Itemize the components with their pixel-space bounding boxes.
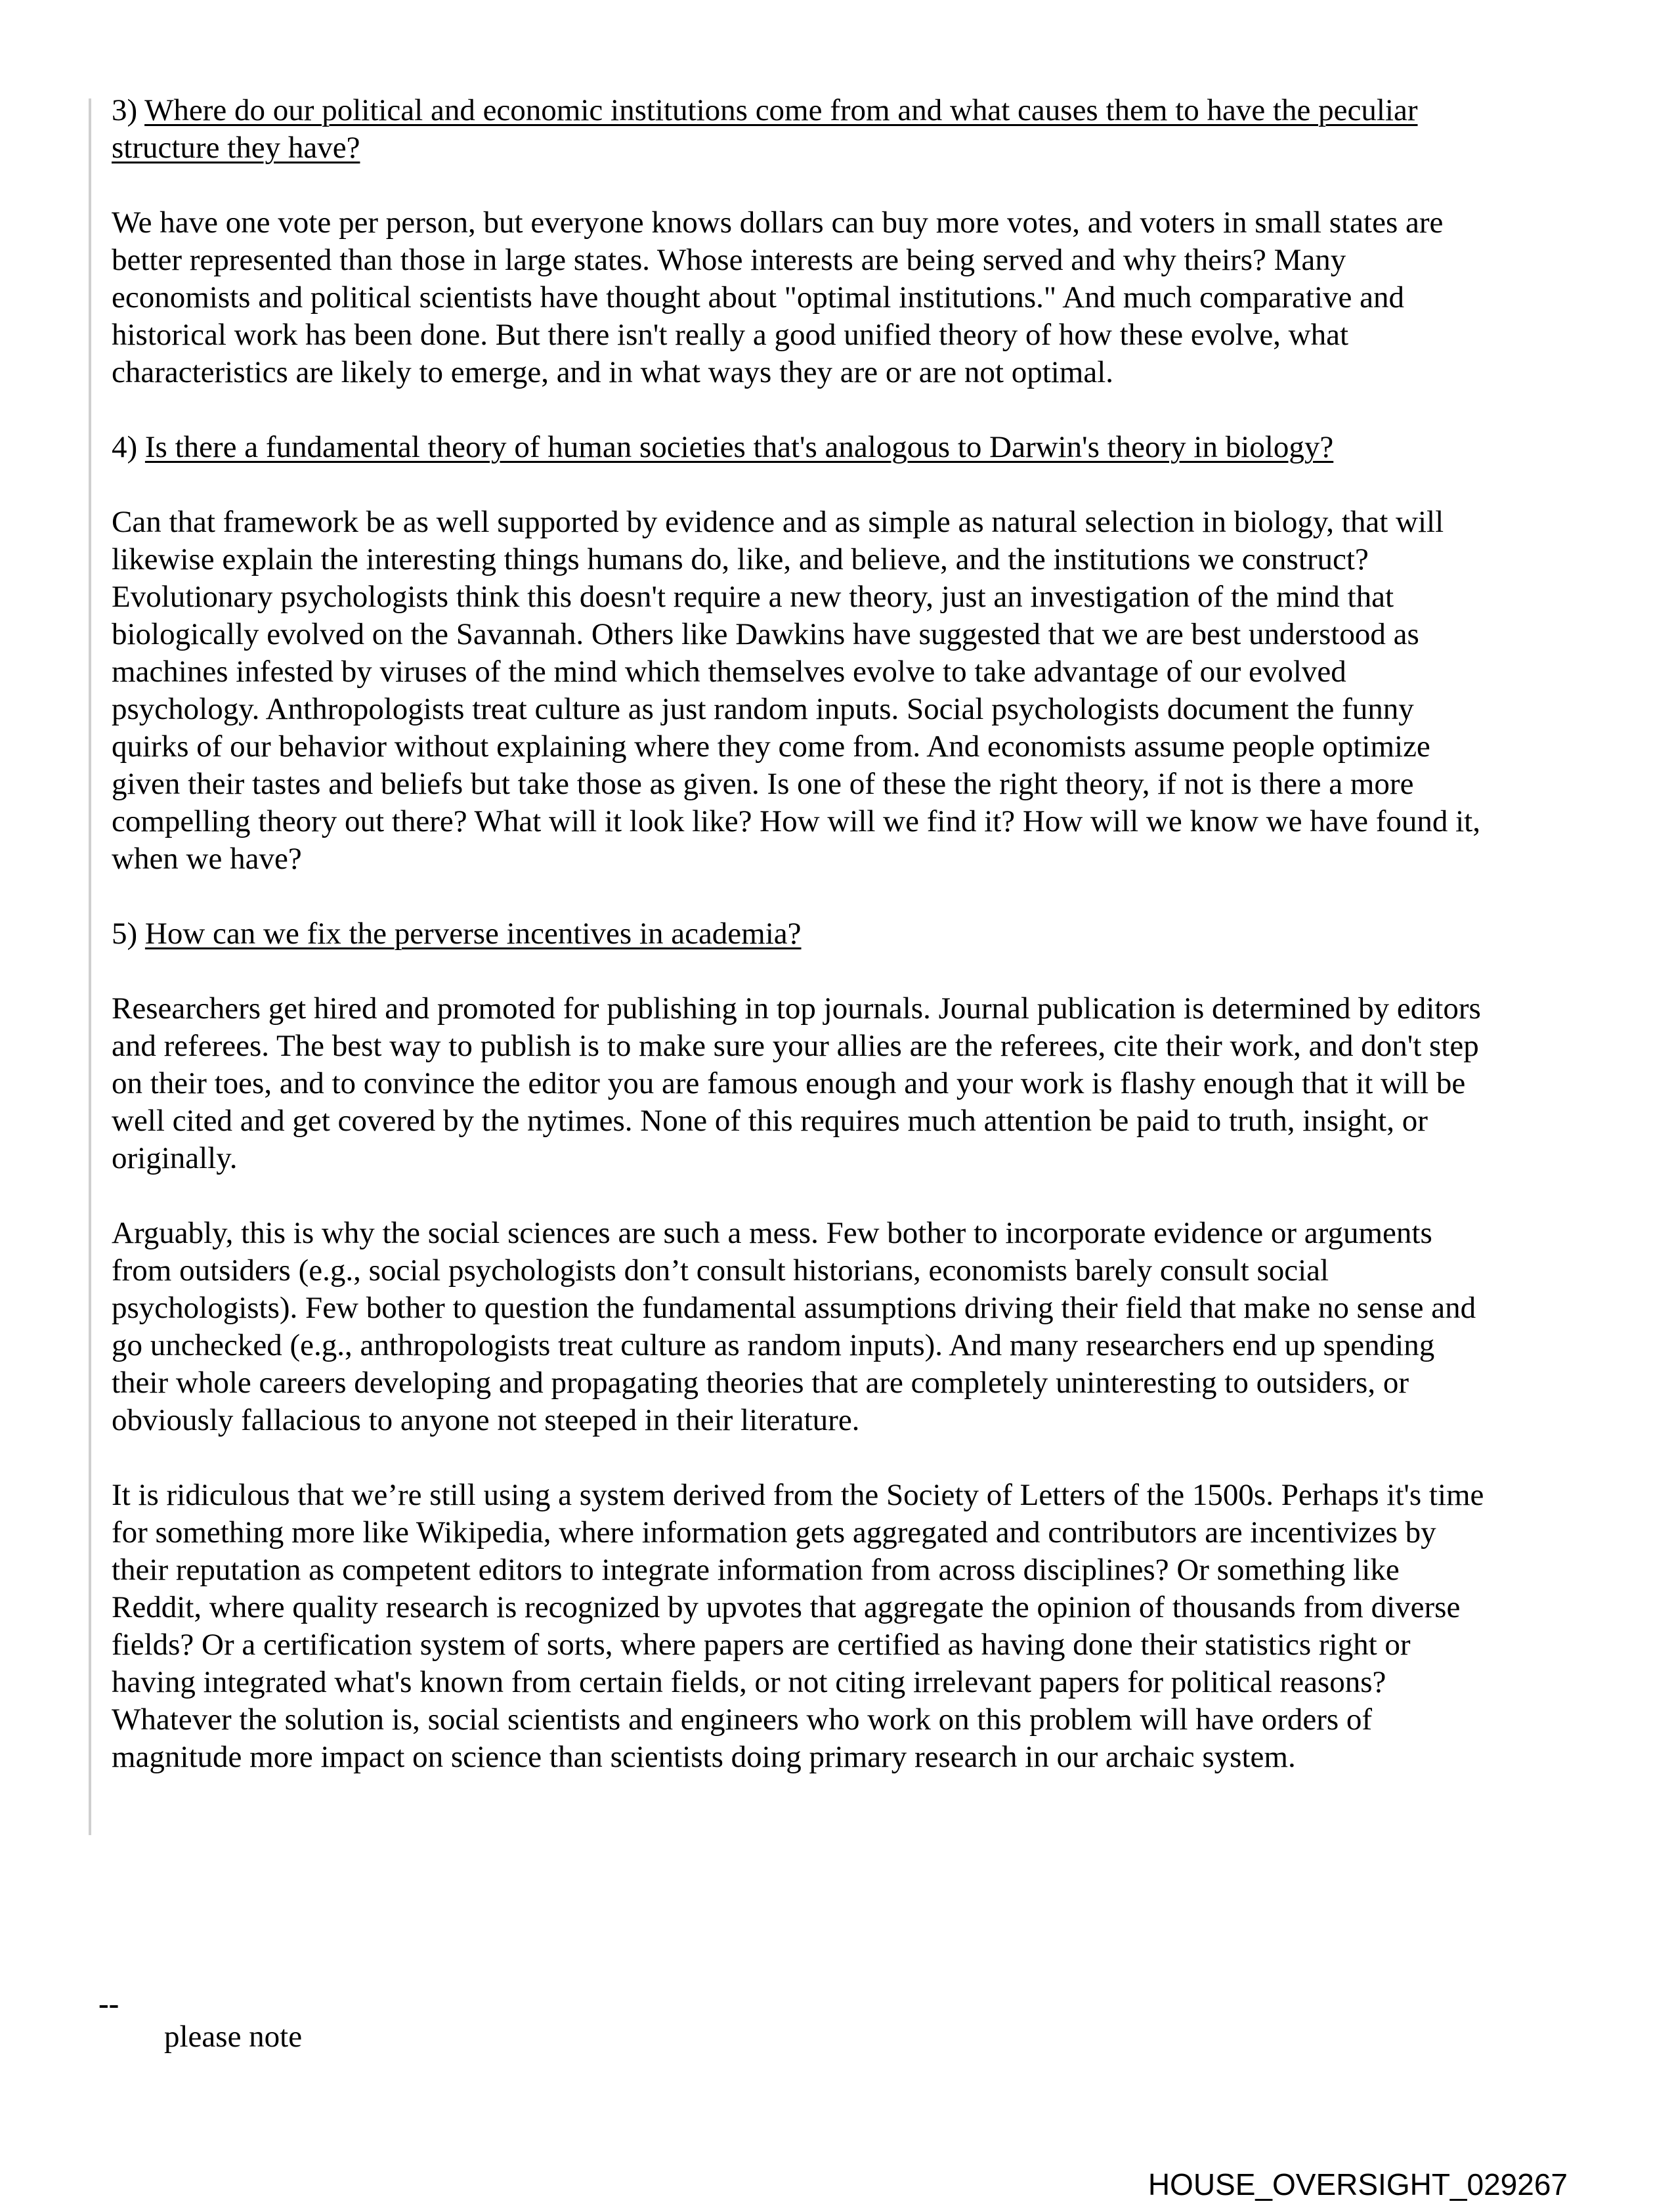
paragraph-line: Reddit, where quality research is recognized by upvotes that aggregate the opinion of thousands from diverse [112,1590,1461,1624]
blank-line [112,167,1621,204]
paragraph-line: psychologists). Few bother to question the fundamental assumptions driving their field that make no sense and [112,1291,1476,1325]
section-heading-text: Is there a fundamental theory of human societies that's analogous to Darwin's theory in biology? [144,430,1334,464]
section-heading-text: How can we fix the perverse incentives in academia? [144,917,802,951]
paragraph-line: Can that framework be as well supported by evidence and as simple as natural selection in biology, that will [112,505,1444,539]
paragraph-line: It is ridiculous that we’re still using a system derived from the Society of Letters of the 1500s. Perhaps it's time [112,1478,1484,1512]
paragraph-line: fields? Or a certification system of sorts, where papers are certified as having done their statistics right or [112,1628,1411,1662]
paragraph-line: from outsiders (e.g., social psychologists don’t consult historians, economists barely consult social [112,1253,1329,1288]
blank-line [112,1439,1621,1477]
blank-line [112,466,1621,504]
blank-line [112,1177,1621,1215]
section-heading-text: Where do our political and economic institutions come from and what causes them to have the peculiar [144,93,1418,127]
paragraph-line: quirks of our behavior without explaining where they come from. And economists assume people optimize [112,729,1430,764]
section-number: 3) [112,93,138,127]
section-heading-line [112,129,1621,167]
section [112,429,1621,915]
section-number: 4) [112,430,138,464]
blank-line [112,953,1621,990]
section-heading-line [112,92,1621,129]
document-body [112,92,1621,1776]
paragraph-line: and referees. The best way to publish is to make sure your allies are the referees, cite their work, and don't step [112,1029,1479,1063]
paragraph-line: magnitude more impact on science than scientists doing primary research in our archaic system. [112,1740,1296,1774]
paragraph-line: on their toes, and to convince the editor you are famous enough and your work is flashy enough that it will be [112,1066,1466,1100]
signature-note: please note [164,2020,303,2054]
paragraph [112,204,1621,391]
paragraph-line: likewise explain the interesting things humans do, like, and believe, and the institutions we construct? [112,542,1369,576]
paragraph-line: biologically evolved on the Savannah. Others like Dawkins have suggested that we are best understood as [112,617,1419,651]
paragraph-line: machines infested by viruses of the mind which themselves evolve to take advantage of our evolved [112,655,1346,689]
signature-separator: -- [98,1987,119,2021]
paragraph-line: when we have? [112,842,302,876]
paragraph-line: well cited and get covered by the nytimes. None of this requires much attention be paid to truth, insight, or [112,1104,1428,1138]
paragraph [112,990,1621,1177]
paragraph-line: compelling theory out there? What will it look like? How will we find it? How will we know we have found it, [112,804,1480,838]
paragraph-line: Researchers get hired and promoted for publishing in top journals. Journal publication is determined by editors [112,991,1481,1026]
section-number: 5) [112,917,138,951]
paragraph-line: their whole careers developing and propagating theories that are completely uninteresting to outsiders, or [112,1366,1409,1400]
paragraph-line: having integrated what's known from certain fields, or not citing irrelevant papers for political reasons? [112,1665,1386,1699]
paragraph-line: We have one vote per person, but everyone knows dollars can buy more votes, and voters in small states are [112,206,1444,240]
paragraph-line: economists and political scientists have thought about "optimal institutions." And much comparative and [112,280,1404,314]
paragraph-line: Whatever the solution is, social scientists and engineers who work on this problem will have orders of [112,1702,1373,1737]
paragraph-line: Evolutionary psychologists think this doesn't require a new theory, just an investigation of the mind that [112,580,1394,614]
paragraph-line: given their tastes and beliefs but take those as given. Is one of these the right theory, if not is there a more [112,767,1414,801]
blank-line [112,391,1621,429]
paragraph-line: Arguably, this is why the social sciences are such a mess. Few bother to incorporate evidence or arguments [112,1216,1432,1250]
paragraph-line: better represented than those in large states. Whose interests are being served and why theirs? Many [112,243,1346,277]
bates-number: HOUSE_OVERSIGHT_029267 [1148,2167,1568,2201]
paragraph-line: historical work has been done. But there isn't really a good unified theory of how these evolve, what [112,318,1349,352]
paragraph-line: psychology. Anthropologists treat culture as just random inputs. Social psychologists document the funny [112,692,1414,726]
section-heading-text: structure they have? [112,131,360,165]
section-heading-line [112,915,1621,953]
paragraph-line: for something more like Wikipedia, where information gets aggregated and contributors are incentivizes by [112,1515,1436,1550]
paragraph-line: obviously fallacious to anyone not steeped in their literature. [112,1403,860,1437]
paragraph-line: go unchecked (e.g., anthropologists treat culture as random inputs). And many researchers end up spending [112,1328,1435,1362]
paragraph-line: their reputation as competent editors to integrate information from across disciplines? Or something like [112,1553,1400,1587]
paragraph [112,1477,1621,1776]
section-heading-line [112,429,1621,466]
paragraph [112,504,1621,878]
quoted-text-bar [89,98,91,1835]
paragraph [112,1215,1621,1439]
section [112,92,1621,429]
blank-line [112,878,1621,915]
paragraph-line: originally. [112,1141,238,1175]
paragraph-line: characteristics are likely to emerge, and in what ways they are or are not optimal. [112,355,1114,389]
section [112,915,1621,1776]
